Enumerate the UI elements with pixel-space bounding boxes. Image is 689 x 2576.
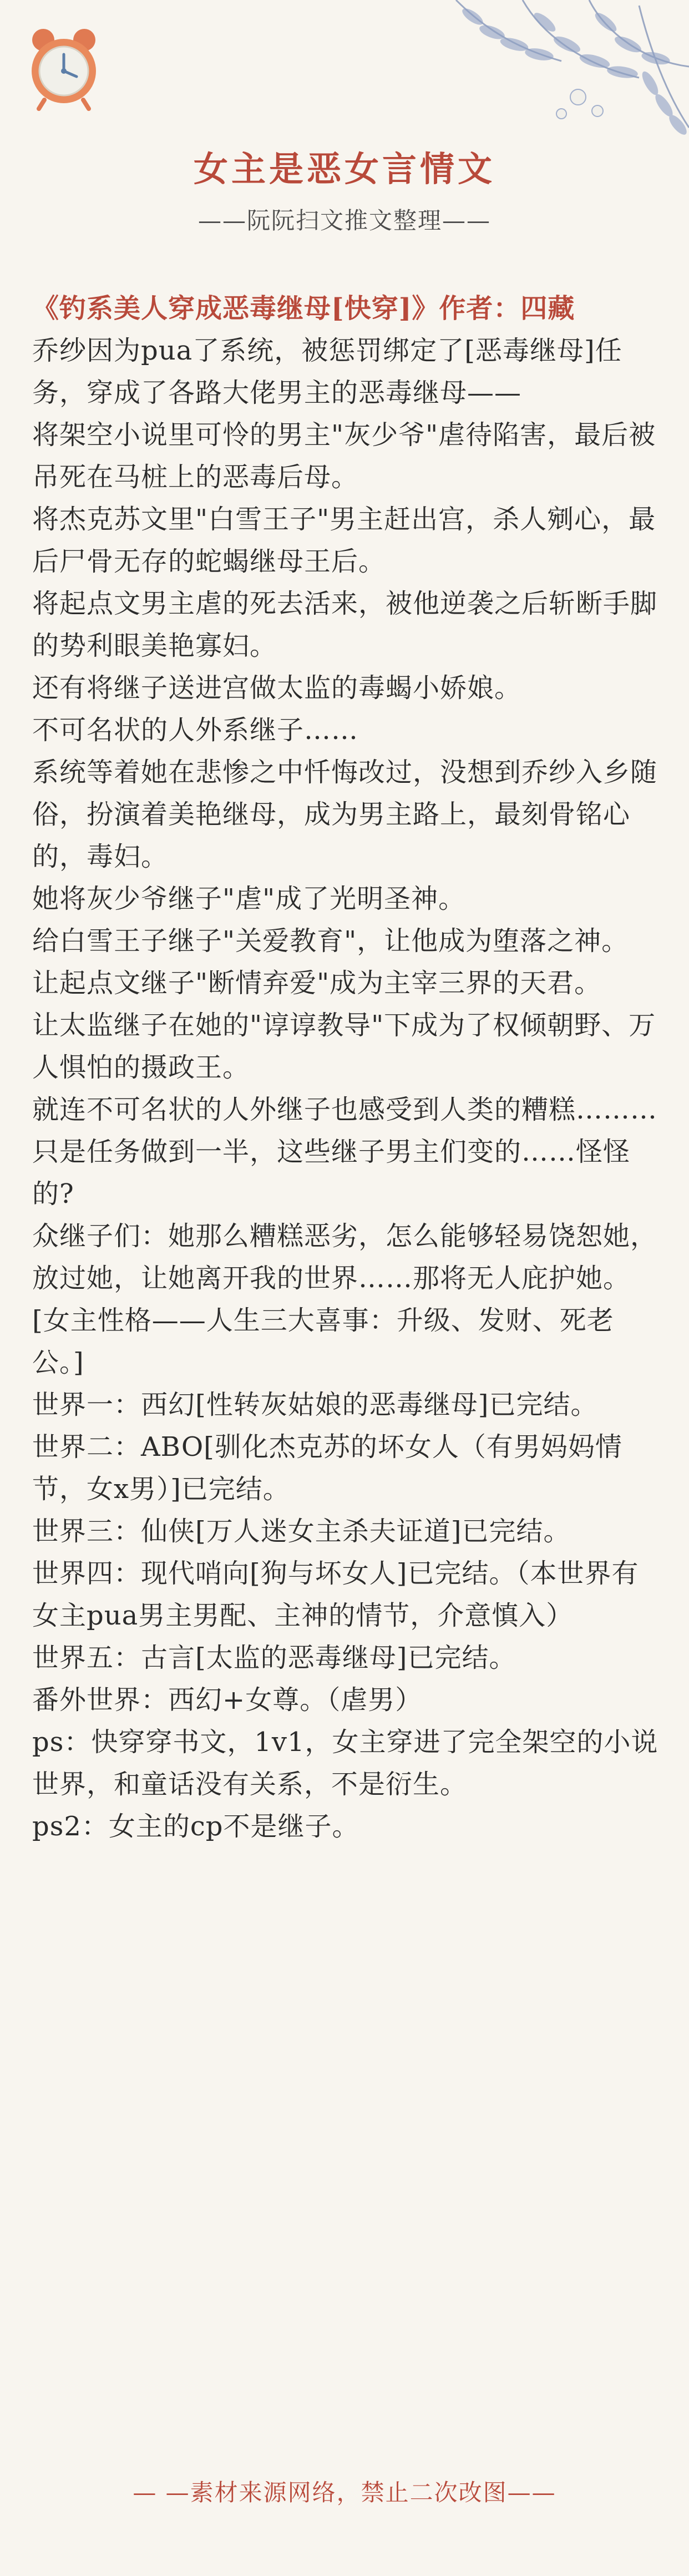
paragraph: 不可名状的人外系继子…… bbox=[32, 715, 359, 746]
paragraph: 给白雪王子继子"关爱教育"，让他成为堕落之神。 bbox=[32, 925, 629, 956]
book-title: 《钓系美人穿成恶毒继母[快穿]》作者：四藏 bbox=[32, 293, 575, 324]
paragraph: 世界一：西幻[性转灰姑娘的恶毒继母]已完结。 bbox=[32, 1389, 598, 1420]
paragraph: 只是任务做到一半，这些继子男主们变的……怪怪的? bbox=[32, 1136, 631, 1209]
paragraph: ps2：女主的cp不是继子。 bbox=[32, 1811, 359, 1842]
paragraph: 世界四：现代哨向[狗与坏女人]已完结。（本世界有女主pua男主男配、主神的情节，介意慎入） bbox=[32, 1558, 639, 1631]
book-entry bbox=[32, 287, 659, 1848]
paragraph: 将杰克苏文里"白雪王子"男主赶出宫，杀人剜心，最后尸骨无存的蛇蝎继母王后。 bbox=[32, 504, 656, 577]
paragraph: 番外世界：西幻+女尊。（虐男） bbox=[32, 1684, 423, 1715]
paragraph: 让太监继子在她的"谆谆教导"下成为了权倾朝野、万人惧怕的摄政王。 bbox=[32, 1010, 656, 1083]
paragraph: 众继子们：她那么糟糕恶劣，怎么能够轻易饶恕她，放过她，让她离开我的世界……那将无人庇护她。 bbox=[32, 1221, 658, 1294]
paragraph: 乔纱因为pua了系统，被惩罚绑定了[恶毒继母]任务，穿成了各路大佬男主的恶毒继母—— bbox=[32, 335, 622, 408]
paragraph: [女主性格——人生三大喜事：升级、发财、死老公。] bbox=[32, 1305, 614, 1378]
paragraph: 系统等着她在悲惨之中忏悔改过，没想到乔纱入乡随俗，扮演着美艳继母，成为男主路上，最刻骨铭心的，毒妇。 bbox=[32, 757, 658, 872]
paragraph: 让起点文继子"断情弃爱"成为主宰三界的天君。 bbox=[32, 968, 602, 999]
paragraph: 将架空小说里可怜的男主"灰少爷"虐待陷害，最后被吊死在马桩上的恶毒后母。 bbox=[32, 419, 656, 493]
paragraph: 将起点文男主虐的死去活来，被他逆袭之后斩断手脚的势利眼美艳寡妇。 bbox=[32, 588, 658, 661]
alarm-clock-icon bbox=[22, 22, 105, 111]
paragraph: 就连不可名状的人外继子也感受到人类的糟糕……… bbox=[32, 1094, 658, 1125]
page-subtitle: ——阮阮扫文推文整理—— bbox=[197, 207, 491, 234]
paragraph: 世界三：仙侠[万人迷女主杀夫证道]已完结。 bbox=[32, 1516, 571, 1547]
paragraph: 世界五：古言[太监的恶毒继母]已完结。 bbox=[32, 1642, 516, 1673]
paragraph: 她将灰少爷继子"虐"成了光明圣神。 bbox=[32, 883, 466, 914]
source-footer: — —素材来源网络，禁止二次改图—— bbox=[133, 2479, 556, 2506]
paragraph: 还有将继子送进宫做太监的毒蝎小娇娘。 bbox=[32, 672, 522, 704]
leaf-decoration-icon bbox=[378, 0, 689, 144]
paragraph: 世界二：ABO[驯化杰克苏的坏女人（有男妈妈情节，女x男）]已完结。 bbox=[32, 1431, 622, 1505]
paragraph: ps：快穿穿书文，1v1，女主穿进了完全架空的小说世界，和童话没有关系，不是衍生。 bbox=[32, 1727, 658, 1800]
page-title: 女主是恶女言情文 bbox=[193, 149, 495, 189]
